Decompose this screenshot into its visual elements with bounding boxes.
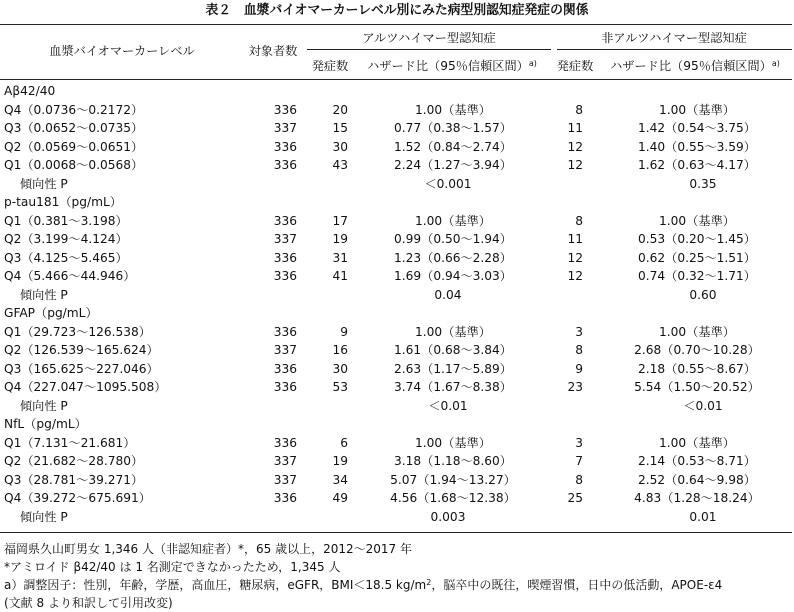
cell-subjects: 336	[273, 139, 297, 154]
cell-ad-hr: 4.56（1.68〜12.38）	[390, 491, 516, 506]
note-adjustment-tail: ，脳卒中の既往，喫煙習慣，日中の低活動，APOE-ε4	[431, 578, 723, 592]
header-ad-hr-sup: a)	[528, 59, 537, 68]
header-ad-hr-label: ハザード比（95％信頼区間）	[367, 59, 529, 73]
cell-ad-hr: 1.00（基準）	[415, 213, 491, 228]
row-level: Q2（3.199〜4.124）	[4, 232, 128, 247]
cell-ad-hr: 0.99（0.50〜1.94）	[394, 232, 512, 247]
cell-ad-hr: 1.23（0.66〜2.28）	[394, 250, 512, 265]
row-level: Q2（21.682〜28.780）	[4, 454, 144, 469]
cell-non-cases: 25	[567, 491, 583, 506]
cell-non-hr: 1.40（0.55〜3.59）	[638, 139, 756, 154]
table-bottom-rule	[0, 532, 792, 533]
cell-non-hr: 2.68（0.70〜10.28）	[634, 343, 760, 358]
header-ad-cases: 発症数	[311, 59, 349, 73]
cell-ad-hr: 1.69（0.94〜3.03）	[394, 269, 512, 284]
cell-ad-cases: 15	[332, 121, 348, 136]
header-non-hr-label: ハザード比（95％信頼区間）	[610, 59, 772, 73]
cell-ad-cases: 31	[332, 250, 348, 265]
cell-ad-cases: 30	[332, 361, 348, 376]
cell-non-hr: 1.62（0.63〜4.17）	[638, 158, 756, 173]
row-level: Q4（39.272〜675.691）	[4, 491, 151, 506]
cell-subjects: 336	[273, 435, 297, 450]
cell-subjects: 337	[273, 232, 297, 247]
cell-non-hr: 0.53（0.20〜1.45）	[638, 232, 756, 247]
cell-non-cases: 8	[575, 102, 583, 117]
cell-subjects: 337	[273, 121, 297, 136]
cell-ad-hr: 3.74（1.67〜8.38）	[394, 380, 512, 395]
row-level: Q3（0.0652〜0.0735）	[4, 121, 144, 136]
cell-ad-cases: 9	[340, 324, 348, 339]
cell-ad-hr: 2.24（1.27〜3.94）	[394, 158, 512, 173]
row-level: Q4（5.466〜44.946）	[4, 269, 136, 284]
header-group-ad: アルツハイマー型認知症	[362, 31, 496, 45]
cell-ad-hr: 3.18（1.18〜8.60）	[394, 454, 512, 469]
cell-non-hr: 1.00（基準）	[659, 324, 735, 339]
trend-label: 傾向性 P	[20, 398, 68, 413]
trend-p-ad: ＜0.001	[424, 176, 472, 191]
cell-non-cases: 11	[567, 121, 583, 136]
header-non-cases: 発症数	[556, 59, 594, 73]
cell-non-cases: 8	[575, 472, 583, 487]
cell-subjects: 337	[273, 454, 297, 469]
cell-subjects: 336	[273, 158, 297, 173]
cell-ad-cases: 20	[332, 102, 348, 117]
cell-subjects: 336	[273, 102, 297, 117]
cell-ad-hr: 1.00（基準）	[415, 435, 491, 450]
cell-ad-cases: 16	[332, 343, 348, 358]
header-group-non-ad: 非アルツハイマー型認知症	[601, 31, 747, 45]
cell-ad-hr: 2.63（1.17〜5.89）	[394, 361, 512, 376]
cell-non-hr: 1.42（0.54〜3.75）	[638, 121, 756, 136]
trend-p-non-ad: 0.60	[689, 287, 717, 302]
cell-non-cases: 12	[567, 269, 583, 284]
cell-non-hr: 4.83（1.28〜18.24）	[634, 491, 760, 506]
row-level: Q1（0.381〜3.198）	[4, 213, 128, 228]
header-non-hr	[610, 58, 780, 74]
section-label: p-tau181（pg/mL）	[4, 195, 122, 210]
header-bottom-rule	[0, 79, 792, 80]
trend-label: 傾向性 P	[20, 509, 68, 524]
cell-non-cases: 12	[567, 250, 583, 265]
cell-non-cases: 7	[575, 454, 583, 469]
cell-ad-cases: 49	[332, 491, 348, 506]
cell-ad-cases: 30	[332, 139, 348, 154]
row-level: Q4（0.0736〜0.2172）	[4, 102, 144, 117]
cell-ad-cases: 34	[332, 472, 348, 487]
cell-ad-cases: 43	[332, 158, 348, 173]
cell-ad-cases: 17	[332, 213, 348, 228]
cell-non-hr: 2.14（0.53〜8.71）	[638, 454, 756, 469]
row-level: Q4（227.047〜1095.508）	[4, 380, 167, 395]
cell-non-cases: 12	[567, 139, 583, 154]
section-label: NfL（pg/mL）	[4, 417, 87, 432]
row-level: Q3（28.781〜39.271）	[4, 472, 144, 487]
trend-p-ad: 0.04	[434, 287, 462, 302]
trend-p-non-ad: 0.01	[689, 509, 717, 524]
cell-non-hr: 1.00（基準）	[659, 213, 735, 228]
cell-ad-hr: 1.00（基準）	[415, 324, 491, 339]
header-biomarker: 血漿バイオマーカーレベル	[49, 44, 195, 58]
cell-subjects: 337	[273, 343, 297, 358]
trend-p-ad: 0.003	[430, 509, 466, 524]
cell-non-cases: 8	[575, 343, 583, 358]
row-level: Q1（0.0068〜0.0568）	[4, 158, 144, 173]
cell-subjects: 337	[273, 472, 297, 487]
cell-non-hr: 5.54（1.50〜20.52）	[634, 380, 760, 395]
cell-non-cases: 8	[575, 213, 583, 228]
cell-subjects: 336	[273, 361, 297, 376]
cell-subjects: 336	[273, 250, 297, 265]
row-level: Q2（0.0569〜0.0651）	[4, 139, 144, 154]
section-label: GFAP（pg/mL）	[4, 306, 98, 321]
table-top-rule	[0, 24, 792, 25]
cell-ad-cases: 6	[340, 435, 348, 450]
cell-non-cases: 12	[567, 158, 583, 173]
cell-ad-cases: 19	[332, 454, 348, 469]
cell-non-hr: 0.74（0.32〜1.71）	[638, 269, 756, 284]
cell-ad-cases: 41	[332, 269, 348, 284]
table-title: 表２ 血漿バイオマーカーレベル別にみた病型別認知症発症の関係	[205, 3, 589, 18]
cell-subjects: 336	[273, 324, 297, 339]
group-rule-ad	[307, 49, 551, 50]
trend-p-non-ad: 0.35	[689, 176, 717, 191]
cell-non-hr: 0.62（0.25〜1.51）	[638, 250, 756, 265]
note-adjustment-sup: 2	[426, 578, 432, 587]
cell-ad-hr: 5.07（1.94〜13.27）	[390, 472, 516, 487]
row-level: Q3（4.125〜5.465）	[4, 250, 128, 265]
cell-ad-cases: 53	[332, 380, 348, 395]
row-level: Q2（126.539〜165.624）	[4, 343, 159, 358]
cell-non-hr: 2.52（0.64〜9.98）	[638, 472, 756, 487]
cell-ad-hr: 0.77（0.38〜1.57）	[394, 121, 512, 136]
note-adjustment-factors	[4, 577, 722, 593]
cell-subjects: 336	[273, 491, 297, 506]
cell-ad-cases: 19	[332, 232, 348, 247]
cell-non-cases: 3	[575, 324, 583, 339]
trend-p-ad: ＜0.01	[428, 398, 468, 413]
cell-subjects: 336	[273, 269, 297, 284]
section-label: Aβ42/40	[4, 84, 56, 98]
cell-ad-hr: 1.00（基準）	[415, 102, 491, 117]
cell-non-cases: 11	[567, 232, 583, 247]
header-ad-hr	[367, 58, 537, 74]
cell-subjects: 336	[273, 213, 297, 228]
cell-non-hr: 1.00（基準）	[659, 435, 735, 450]
cell-non-hr: 2.18（0.55〜8.67）	[638, 361, 756, 376]
row-level: Q1（7.131〜21.681）	[4, 435, 136, 450]
cell-non-cases: 23	[567, 380, 583, 395]
cell-ad-hr: 1.61（0.68〜3.84）	[394, 343, 512, 358]
trend-p-non-ad: ＜0.01	[683, 398, 723, 413]
header-subjects: 対象者数	[248, 44, 298, 58]
row-level: Q1（29.723〜126.538）	[4, 324, 151, 339]
cell-non-cases: 9	[575, 361, 583, 376]
cell-non-hr: 1.00（基準）	[659, 102, 735, 117]
note-study-population: 福岡県久山町男女 1,346 人（非認知症者）*，65 歳以上，2012〜2017 年	[4, 542, 412, 556]
cell-ad-hr: 1.52（0.84〜2.74）	[394, 139, 512, 154]
note-adjustment-main: a）調整因子：性別，年齢，学歴，高血圧，糖尿病，eGFR，BMI＜18.5 kg/m	[4, 578, 427, 592]
row-level: Q3（165.625〜227.046）	[4, 361, 159, 376]
note-amyloid-exception: *アミロイド β42/40 は 1 名測定できなかったため，1,345 人	[4, 560, 341, 574]
trend-label: 傾向性 P	[20, 176, 68, 191]
group-rule-non-ad	[557, 49, 792, 50]
cell-non-cases: 3	[575, 435, 583, 450]
cell-subjects: 336	[273, 380, 297, 395]
trend-label: 傾向性 P	[20, 287, 68, 302]
header-non-hr-sup: a)	[771, 59, 780, 68]
note-source: (文献 8 より和訳して引用改変)	[4, 596, 173, 610]
